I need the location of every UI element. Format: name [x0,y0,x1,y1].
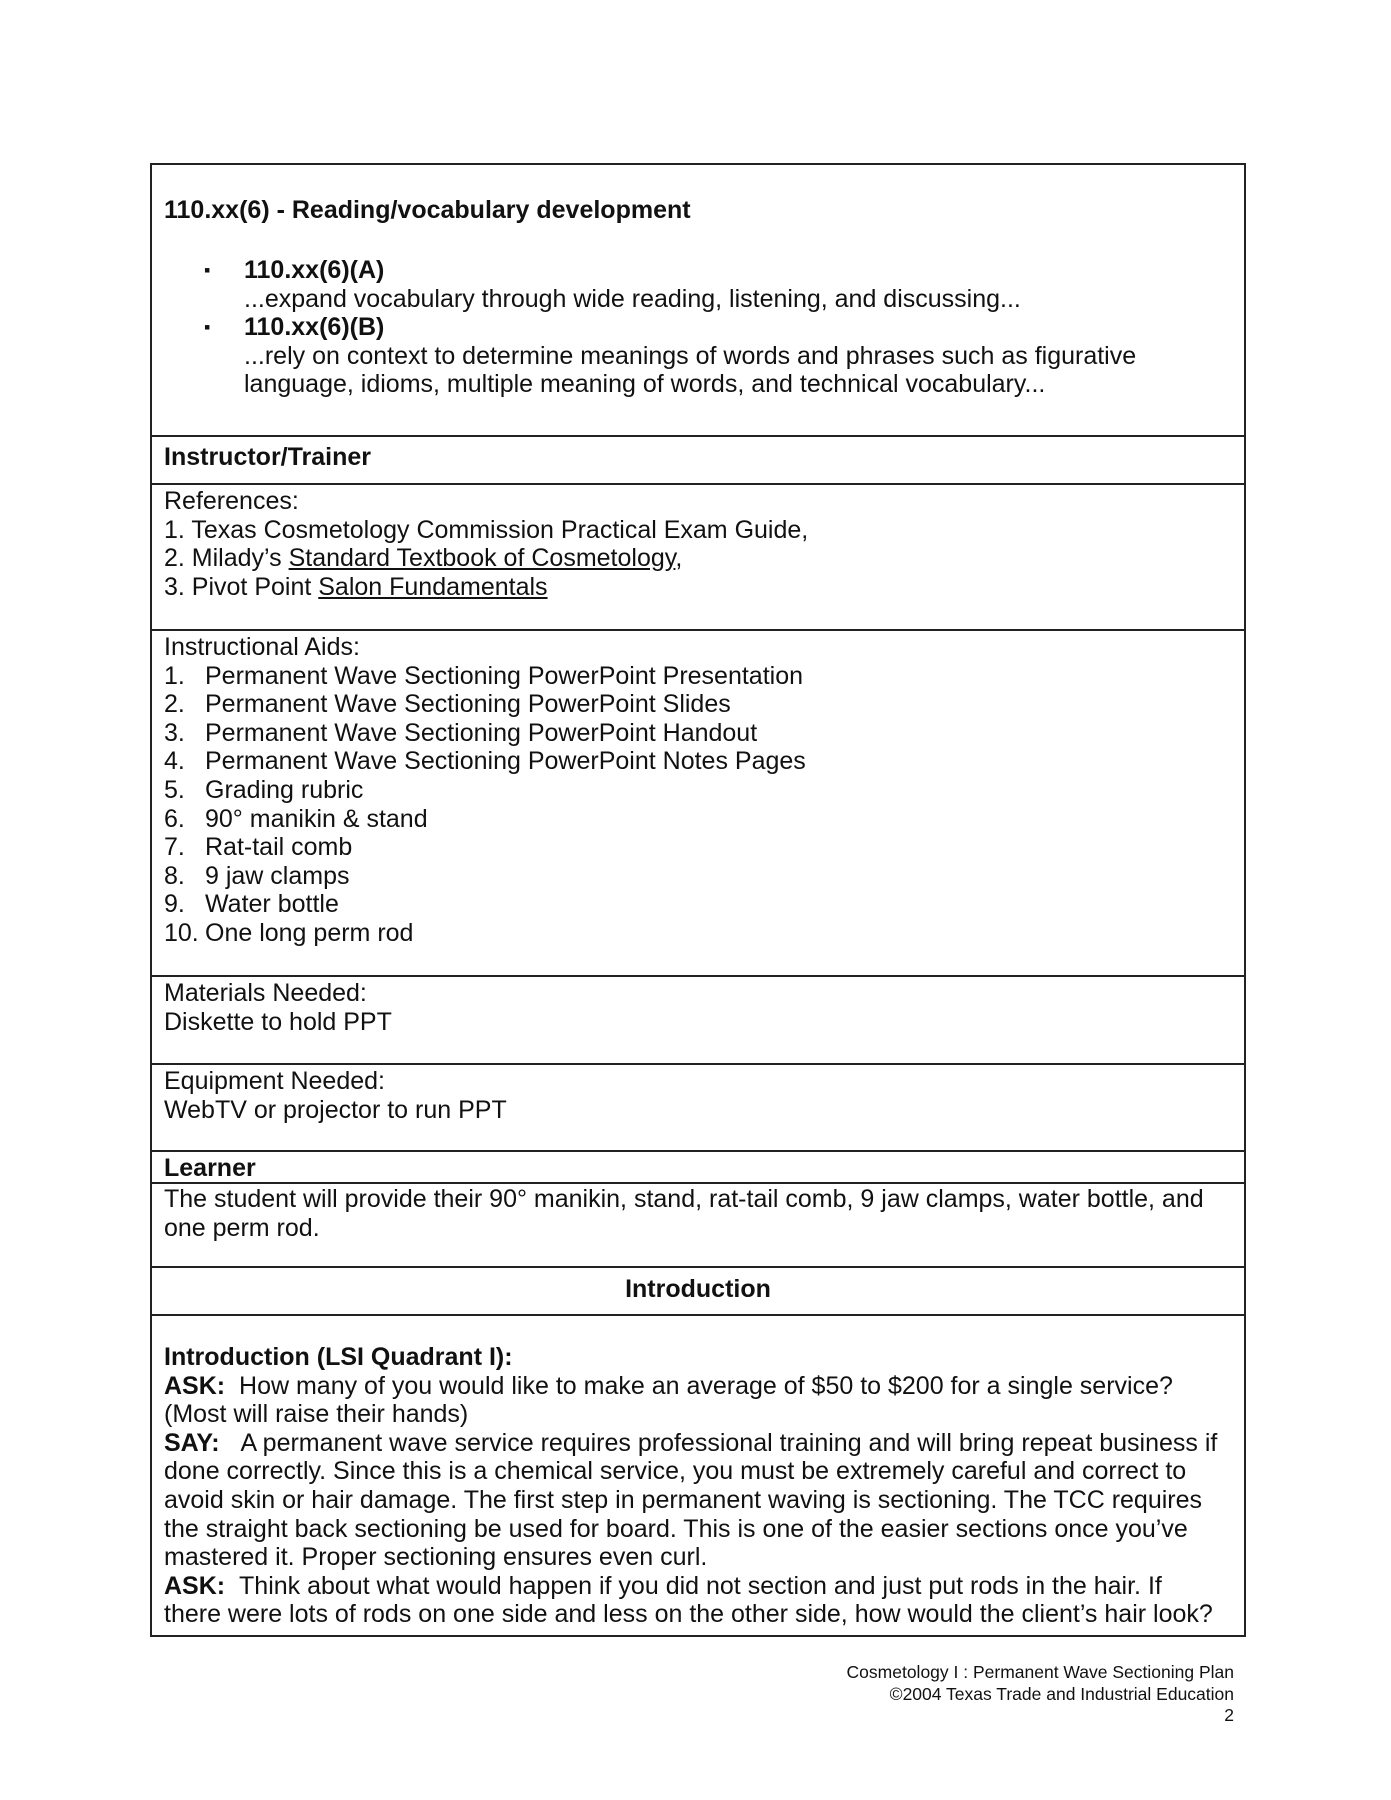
aid-item [164,919,1232,948]
learner-block [164,1185,1232,1242]
aid-number: 5. [164,775,185,804]
say-label: SAY: [164,1428,220,1457]
aid-number: 8. [164,861,185,890]
reference-item-1: 1. Texas Cosmetology Commission Practical Exam Guide, [164,515,809,544]
page-footer [847,1662,1234,1727]
divider [152,1314,1244,1316]
aid-item [164,662,1232,691]
aid-text: 9 jaw clamps [205,861,350,890]
aid-item [164,747,1232,776]
divider [152,435,1244,437]
aid-item [164,719,1232,748]
divider [152,483,1244,485]
divider [152,975,1244,977]
ask-text: Think about what would happen if you did not section and just put rods in the hair. If [239,1571,1162,1600]
footer-copyright: ©2004 Texas Trade and Industrial Education [889,1683,1234,1704]
say-line-5: mastered it. Proper sectioning ensures even curl. [164,1543,708,1572]
learner-text-line1: The student will provide their 90° manikin, stand, rat-tail comb, 9 jaw clamps, water bottle, and [164,1185,1204,1213]
reference-item-3 [164,573,1232,602]
aid-number: 2. [164,690,185,719]
aid-text: Permanent Wave Sectioning PowerPoint Notes Pages [205,747,806,776]
introduction-subheading: Introduction (LSI Quadrant I): [164,1343,513,1371]
reference-suffix: , [675,544,683,573]
aid-number: 6. [164,804,185,833]
materials-block [164,979,1232,1036]
aid-text: One long perm rod [205,918,414,947]
divider [152,629,1244,631]
divider [152,1266,1244,1268]
aid-text: Permanent Wave Sectioning PowerPoint Presentation [205,661,804,690]
standard-code-b: 110.xx(6)(B) [244,313,385,342]
aid-text: Permanent Wave Sectioning PowerPoint Handout [205,718,758,747]
equipment-block [164,1067,1232,1124]
page-number: 2 [1224,1705,1234,1725]
reference-item-2 [164,544,1232,573]
learner-text-line2: one perm rod. [164,1213,320,1242]
aid-number: 10. [164,918,199,947]
aid-text: Grading rubric [205,775,364,804]
divider [152,1150,1244,1152]
ask-line-3: there were lots of rods on one side and less on the other side, how would the client’s hair look? [164,1600,1213,1629]
standard-list [204,256,1204,399]
bullet-icon: ▪ [204,317,211,338]
standard-heading: 110.xx(6) - Reading/vocabulary development [164,196,691,224]
aid-item [164,833,1232,862]
aid-item [164,776,1232,805]
say-line-2: done correctly. Since this is a chemical service, you must be extremely careful and correct to [164,1457,1187,1486]
aid-text: Rat-tail comb [205,833,353,862]
lesson-plan-table [150,163,1246,1637]
aid-number: 4. [164,747,185,776]
aid-number: 3. [164,718,185,747]
standard-text-a: ...expand vocabulary through wide reading, listening, and discussing... [244,284,1021,313]
equipment-text: WebTV or projector to run PPT [164,1095,507,1124]
divider [152,1063,1244,1065]
aid-item [164,805,1232,834]
standard-text-b-line1: ...rely on context to determine meanings of words and phrases such as figurative [244,341,1137,370]
instructor-heading: Instructor/Trainer [164,443,371,471]
reference-prefix: 2. Milady’s [164,544,289,573]
aids-label: Instructional Aids: [164,633,360,661]
aid-number: 9. [164,890,185,919]
reference-prefix: 3. Pivot Point [164,572,319,601]
standard-item-b [204,313,1204,399]
ask-label: ASK: [164,1571,226,1600]
standard-item-a [204,256,1204,313]
aid-text: 90° manikin & stand [205,804,428,833]
aid-item [164,862,1232,891]
reference-title: Salon Fundamentals [318,572,548,601]
aid-item [164,890,1232,919]
footer-course-title: Cosmetology I : Permanent Wave Sectioning Plan [846,1662,1234,1682]
ask-label: ASK: [164,1371,226,1400]
say-line-1 [164,1429,1232,1458]
aid-text: Water bottle [205,890,339,919]
introduction-body [164,1343,1232,1629]
instructional-aids-block [164,633,1232,948]
references-label: References: [164,487,299,515]
materials-label: Materials Needed: [164,979,367,1007]
ask-note: (Most will raise their hands) [164,1400,469,1429]
aid-item [164,690,1232,719]
bullet-icon: ▪ [204,260,211,280]
standard-text-b-line2: language, idioms, multiple meaning of words, and technical vocabulary... [244,370,1046,399]
equipment-label: Equipment Needed: [164,1067,385,1095]
ask-line-1 [164,1372,1232,1401]
say-line-3: avoid skin or hair damage. The first step in permanent waving is sectioning. The TCC requires [164,1485,1203,1514]
aid-text: Permanent Wave Sectioning PowerPoint Slides [205,690,731,719]
materials-text: Diskette to hold PPT [164,1007,392,1036]
aid-number: 7. [164,833,185,862]
standard-code-a: 110.xx(6)(A) [244,256,385,284]
say-text: A permanent wave service requires professional training and will bring repeat business if [240,1428,1218,1457]
divider [152,1182,1244,1184]
introduction-banner: Introduction [625,1275,771,1303]
aid-number: 1. [164,661,185,690]
say-line-4: the straight back sectioning be used for board. This is one of the easier sections once you’ve [164,1514,1188,1543]
ask-line-2 [164,1572,1232,1601]
references-block [164,487,1232,601]
ask-text: How many of you would like to make an average of $50 to $200 for a single service? [239,1371,1173,1400]
reference-title: Standard Textbook of Cosmetology [288,544,676,573]
learner-heading: Learner [164,1154,256,1182]
